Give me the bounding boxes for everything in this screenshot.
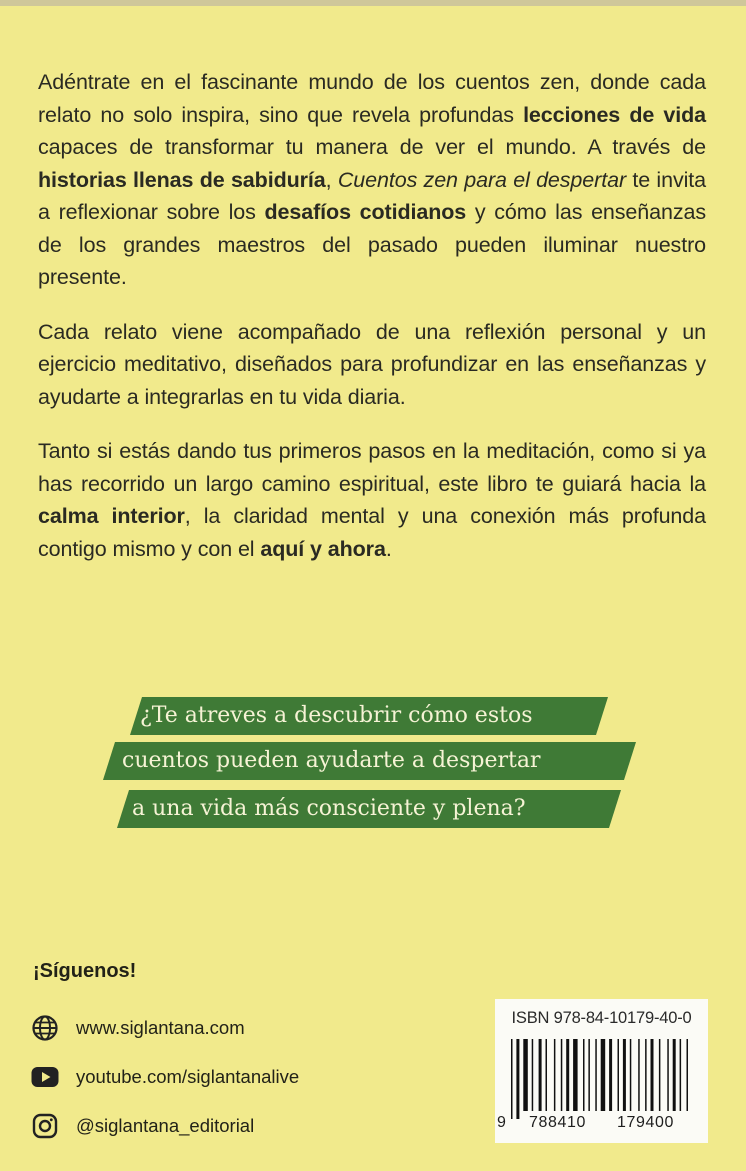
barcode-bar xyxy=(659,1039,661,1111)
p3-bold-1: calma interior xyxy=(38,504,185,528)
barcode-bar xyxy=(573,1039,578,1111)
instagram-icon xyxy=(30,1111,60,1141)
barcode-bar xyxy=(583,1039,585,1111)
barcode-bars xyxy=(507,1039,697,1119)
p1-book-title: Cuentos zen para el despertar xyxy=(337,167,627,192)
paragraph-3 xyxy=(38,435,706,565)
barcode-bar xyxy=(673,1039,676,1111)
barcode-bar xyxy=(554,1039,556,1111)
p3-text-2: , la claridad mental y una conexión más profunda contigo mismo y con el xyxy=(38,504,706,561)
barcode-bar xyxy=(539,1039,542,1111)
barcode-bar xyxy=(561,1039,563,1111)
barcode-bar xyxy=(523,1039,528,1111)
barcode-bar xyxy=(588,1039,590,1111)
barcode-bar xyxy=(687,1039,689,1111)
website-link[interactable] xyxy=(30,1013,245,1043)
follow-us-heading: ¡Síguenos! xyxy=(33,960,137,982)
barcode-right-digits: 179400 xyxy=(617,1114,674,1131)
p1-bold-1: lecciones de vida xyxy=(523,102,707,127)
quote-line-3: a una vida más consciente y plena? xyxy=(132,796,526,821)
barcode-bar xyxy=(623,1039,626,1111)
barcode-bar xyxy=(667,1039,669,1111)
youtube-url: youtube.com/siglantanalive xyxy=(76,1066,300,1087)
youtube-icon xyxy=(30,1062,60,1092)
barcode-bar xyxy=(601,1039,606,1111)
instagram-link[interactable] xyxy=(30,1111,254,1141)
p1-text-3: , xyxy=(325,167,338,192)
back-cover-blurb xyxy=(38,66,706,587)
barcode-bar xyxy=(638,1039,640,1111)
quote-line-1: ¿Te atreves a descubrir cómo estos xyxy=(140,703,533,728)
globe-icon xyxy=(30,1013,60,1043)
p1-text-2: capaces de transformar tu manera de ver el mundo. A través de xyxy=(38,135,706,159)
barcode-bar xyxy=(645,1039,647,1111)
barcode-bar xyxy=(651,1039,654,1111)
barcode-bar xyxy=(532,1039,534,1111)
barcode-bar xyxy=(595,1039,597,1111)
p3-text-1: Tanto si estás dando tus primeros pasos en la meditación, como si ya has recorrido un largo camino espiritual, este libro te guiará hacia la xyxy=(38,439,706,496)
youtube-link[interactable] xyxy=(30,1062,299,1092)
barcode-bar xyxy=(609,1039,612,1111)
p3-text-3: . xyxy=(385,536,392,561)
p1-text-1: Adéntrate en el fascinante mundo de los cuentos zen, donde cada relato no solo inspira, sino que revela profundas xyxy=(38,70,706,127)
p1-bold-3: desafíos cotidianos xyxy=(264,200,467,224)
barcode-bar xyxy=(630,1039,632,1111)
instagram-handle: @siglantana_editorial xyxy=(76,1115,255,1136)
paragraph-2 xyxy=(38,316,706,414)
p3-bold-2: aquí y ahora xyxy=(260,536,386,561)
p1-bold-2: historias llenas de sabiduría xyxy=(38,167,326,192)
isbn-barcode-panel xyxy=(495,999,708,1143)
quote-line-2: cuentos pueden ayudarte a despertar xyxy=(122,748,541,773)
p1-text-4: te invita a reflexionar sobre los xyxy=(38,167,706,224)
barcode-bar xyxy=(516,1039,519,1119)
top-edge xyxy=(0,0,746,6)
p1-text-5: y cómo las enseñanzas de los grandes maestros del pasado pueden iluminar nuestro presente. xyxy=(38,200,707,289)
barcode-bar xyxy=(566,1039,569,1111)
barcode-first-digit: 9 xyxy=(497,1114,507,1131)
barcode-bar xyxy=(680,1039,682,1111)
p2-text: Cada relato viene acompañado de una reflexión personal y un ejercicio meditativo, diseñados para profundizar en las enseñanzas y ayudarte a integrarlas en tu vida diaria. xyxy=(38,319,706,409)
barcode-bar xyxy=(618,1039,620,1111)
barcode-bar xyxy=(511,1039,513,1119)
paragraph-1 xyxy=(38,66,706,294)
isbn-number: ISBN 978-84-10179-40-0 xyxy=(511,1009,692,1027)
barcode-left-digits: 788410 xyxy=(529,1114,586,1131)
website-url: www.siglantana.com xyxy=(76,1017,245,1038)
barcode-bar xyxy=(546,1039,548,1111)
